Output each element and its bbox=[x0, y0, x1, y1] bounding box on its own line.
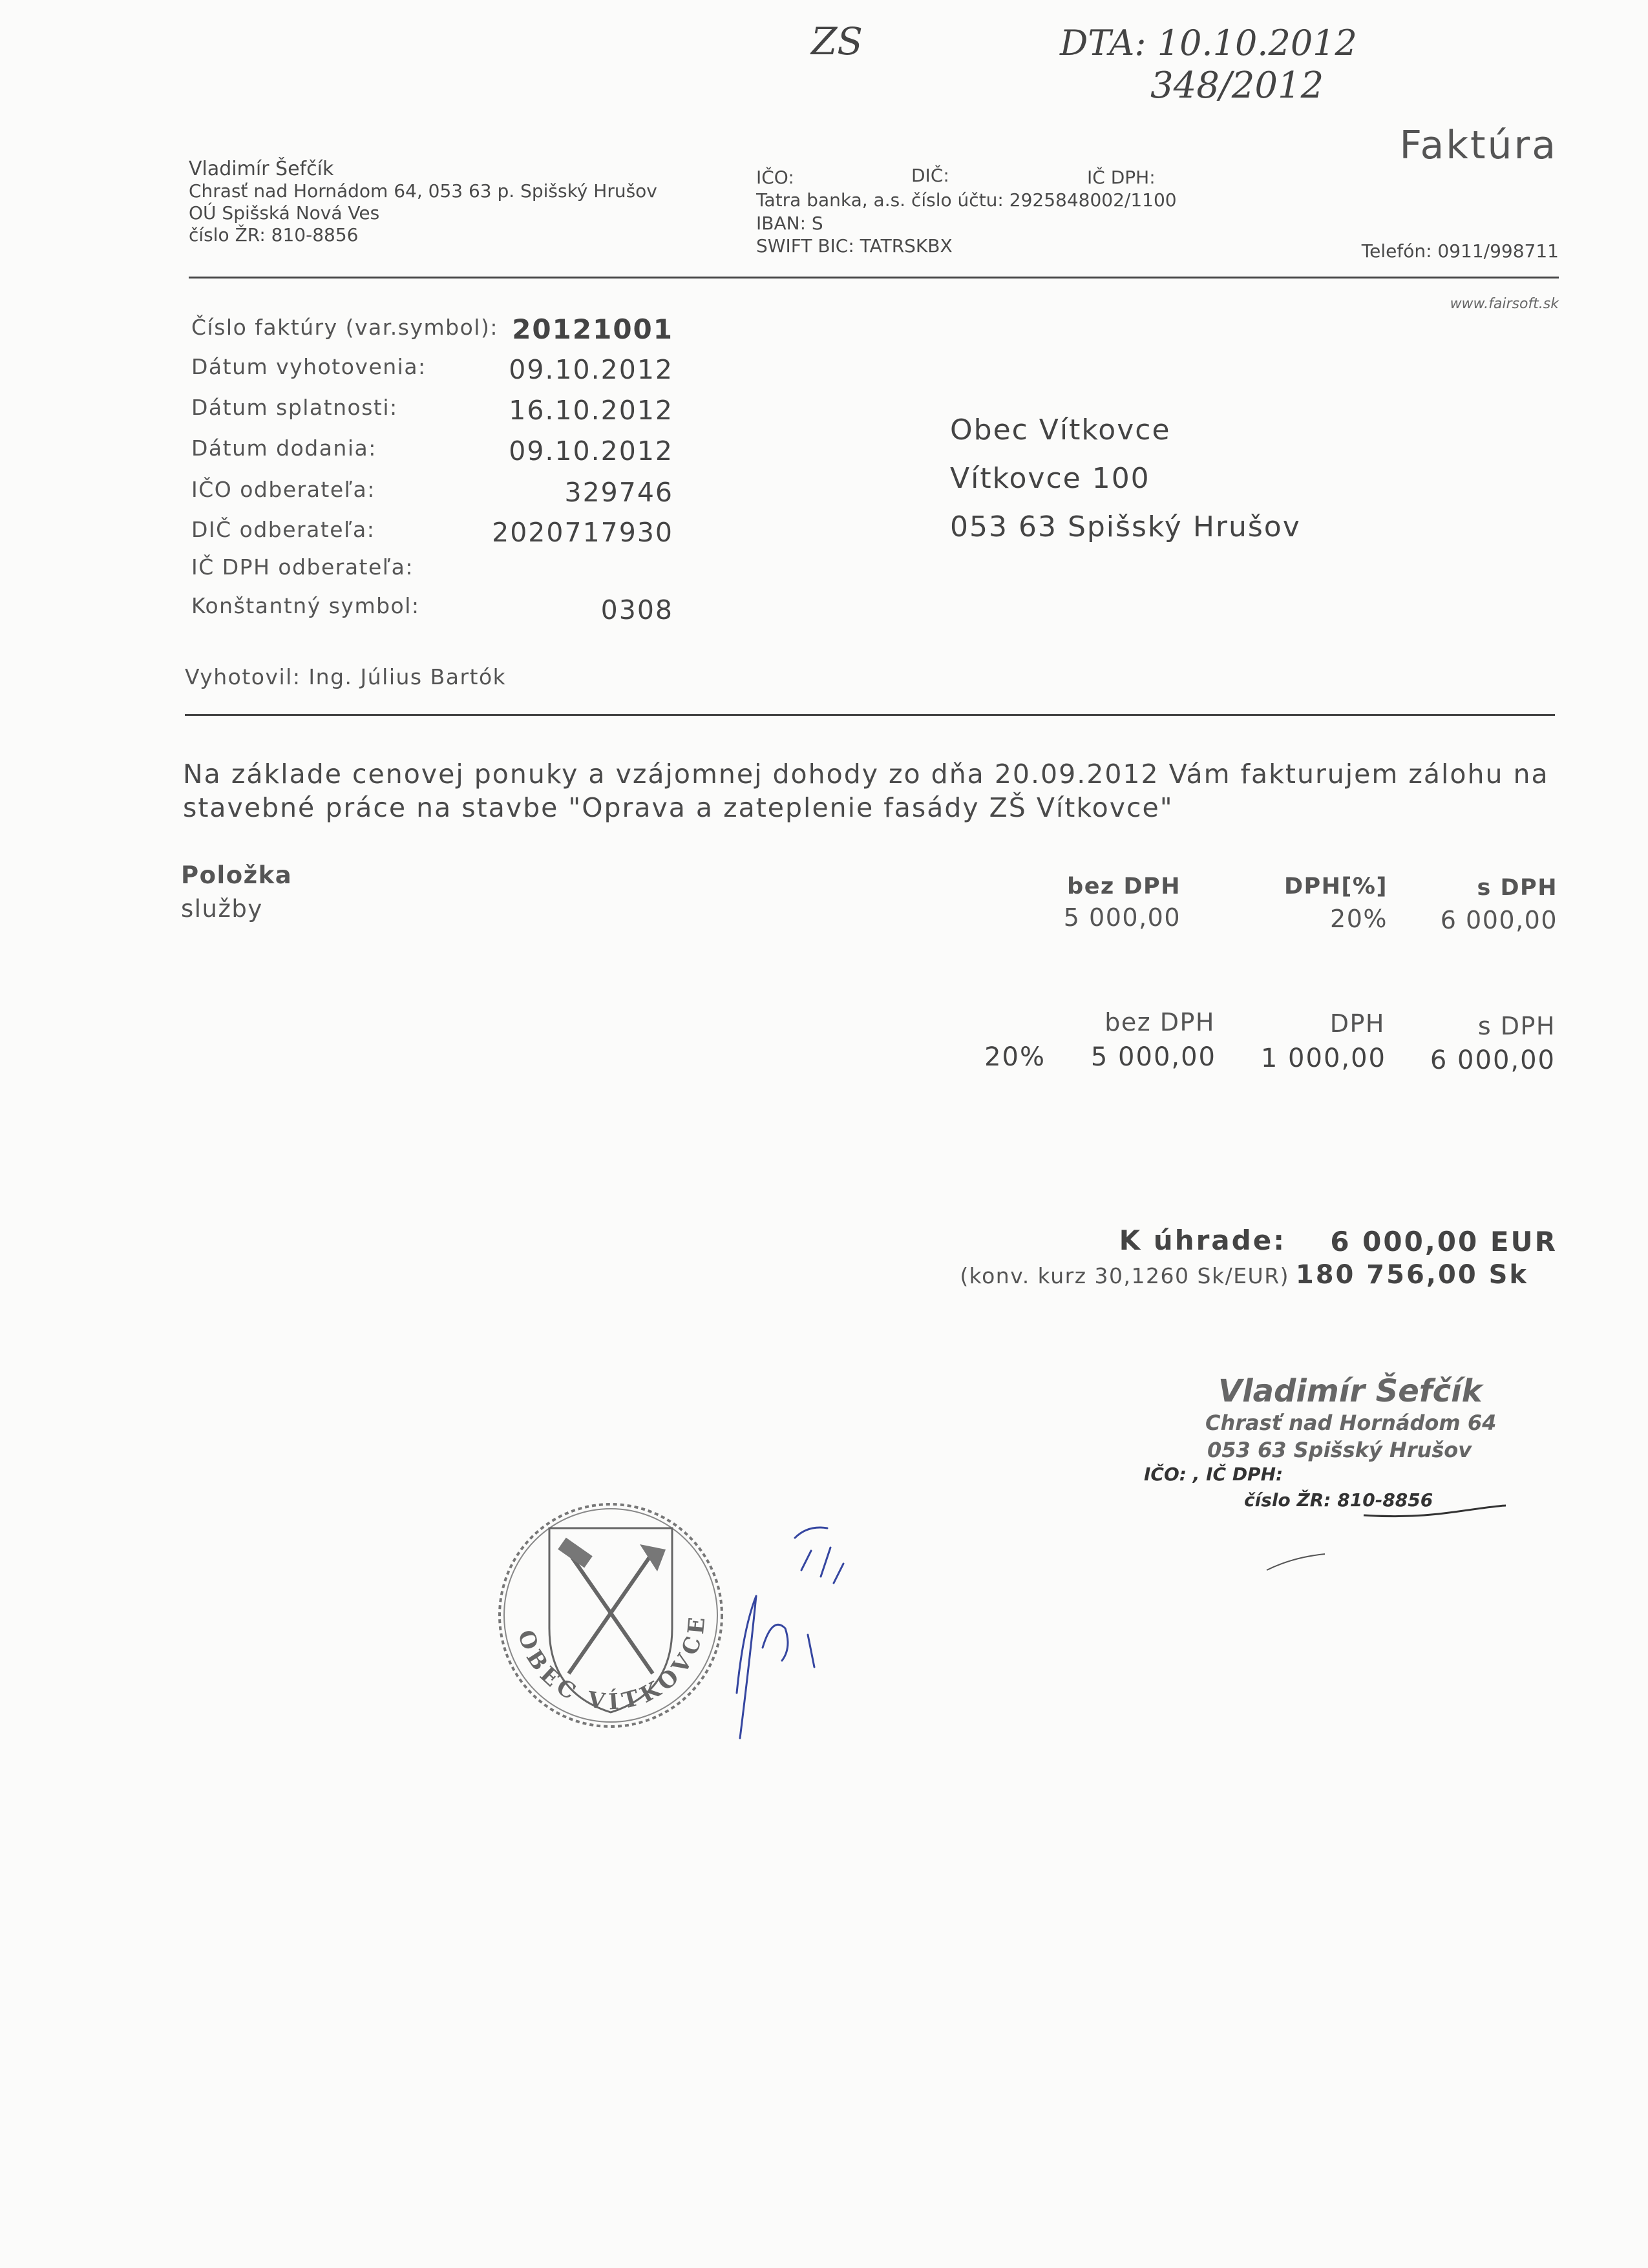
icdph-label: IČ DPH: bbox=[1087, 167, 1156, 188]
vat-summary-header-vat: DPH bbox=[1329, 1009, 1385, 1038]
customer-city: 053 63 Spišský Hrušov bbox=[950, 510, 1301, 543]
stamp-city: 053 63 Spišský Hrušov bbox=[1207, 1438, 1472, 1462]
detail-label: Dátum vyhotovenia: bbox=[191, 354, 427, 379]
handwritten-number-note: 348/2012 bbox=[1150, 65, 1324, 107]
item-name: služby bbox=[181, 895, 263, 923]
vat-summary-net: 5 000,00 bbox=[1090, 1042, 1216, 1072]
phone: Telefón: 0911/998711 bbox=[1361, 240, 1559, 262]
pen-marks bbox=[1260, 1544, 1338, 1577]
detail-value: 09.10.2012 bbox=[509, 354, 673, 385]
bank-account: Tatra banka, a.s. číslo účtu: 2925848002/1100 bbox=[756, 189, 1177, 211]
dic-label: DIČ: bbox=[911, 165, 949, 186]
detail-label: Konštantný symbol: bbox=[191, 593, 420, 618]
customer-street: Vítkovce 100 bbox=[950, 462, 1150, 495]
handwritten-signature bbox=[724, 1499, 918, 1745]
detail-value: 16.10.2012 bbox=[509, 395, 673, 426]
intro-line: stavebné práce na stavbe "Oprava a zateplenie fasády ZŠ Vítkovce" bbox=[183, 792, 1174, 823]
conversion-label: (konv. kurz 30,1260 Sk/EUR) bbox=[960, 1263, 1289, 1288]
detail-label: IČO odberateľa: bbox=[191, 477, 375, 502]
total-amount: 6 000,00 EUR bbox=[1330, 1226, 1558, 1257]
details-divider bbox=[185, 714, 1555, 716]
total-label: K úhrade: bbox=[1119, 1224, 1286, 1256]
seal-text-path: OBEC VÍTKOVCE bbox=[512, 1611, 711, 1716]
detail-label: Číslo faktúry (var.symbol): bbox=[191, 315, 498, 340]
item-net: 5 000,00 bbox=[1063, 903, 1181, 932]
items-header-item: Položka bbox=[181, 861, 293, 889]
item-rate: 20% bbox=[1330, 905, 1388, 933]
detail-value: 329746 bbox=[564, 477, 673, 508]
document-title: Faktúra bbox=[1399, 123, 1558, 168]
vat-summary-gross: 6 000,00 bbox=[1430, 1045, 1556, 1075]
detail-label: Dátum dodania: bbox=[191, 436, 377, 461]
stamp-registry: číslo ŽR: 810-8856 bbox=[1244, 1489, 1433, 1511]
issued-by: Vyhotovil: Ing. Július Bartók bbox=[185, 664, 507, 689]
customer-address bbox=[950, 406, 1301, 551]
stamp-address: Chrasť nad Hornádom 64 bbox=[1205, 1411, 1497, 1435]
detail-value: 20121001 bbox=[512, 313, 673, 345]
vat-summary-header-net: bez DPH bbox=[1104, 1008, 1215, 1036]
vat-summary-rate: 20% bbox=[984, 1042, 1046, 1072]
customer-name: Obec Vítkovce bbox=[950, 414, 1171, 446]
detail-value: 2020717930 bbox=[492, 517, 673, 548]
svg-text:OBEC VÍTKOVCE bbox=[512, 1611, 711, 1715]
supplier-registry: číslo ŽR: 810-8856 bbox=[189, 224, 359, 246]
handwritten-date-note: DTA: 10.10.2012 bbox=[1060, 23, 1357, 63]
detail-value: 09.10.2012 bbox=[509, 436, 673, 467]
header-divider bbox=[189, 277, 1559, 278]
conversion-amount: 180 756,00 Sk bbox=[1295, 1260, 1528, 1290]
detail-label: IČ DPH odberateľa: bbox=[191, 554, 414, 580]
detail-label: DIČ odberateľa: bbox=[191, 517, 375, 542]
stamp-ids: IČO: , IČ DPH: bbox=[1144, 1464, 1284, 1485]
items-header-gross: s DPH bbox=[1477, 875, 1558, 901]
supplier-office: OÚ Spišská Nová Ves bbox=[189, 202, 380, 224]
supplier-address: Chrasť nad Hornádom 64, 053 63 p. Spišský Hrušov bbox=[189, 180, 657, 202]
detail-value: 0308 bbox=[600, 594, 673, 625]
supplier-block bbox=[189, 158, 657, 246]
iban: IBAN: S bbox=[756, 213, 823, 234]
detail-label: Dátum splatnosti: bbox=[191, 395, 398, 420]
vat-summary-header-gross: s DPH bbox=[1477, 1012, 1556, 1040]
stamp-signature-stroke bbox=[1357, 1489, 1512, 1528]
items-header-rate: DPH[%] bbox=[1284, 874, 1388, 899]
website: www.fairsoft.sk bbox=[1450, 296, 1559, 312]
stamp-name: Vladimír Šefčík bbox=[1218, 1373, 1483, 1409]
swift-bic: SWIFT BIC: TATRSKBX bbox=[756, 235, 953, 257]
intro-line: Na základe cenovej ponuky a vzájomnej dohody zo dňa 20.09.2012 Vám fakturujem zálohu na bbox=[183, 759, 1549, 790]
intro-text bbox=[183, 757, 1549, 824]
municipal-seal bbox=[488, 1499, 734, 1732]
vat-summary-vat: 1 000,00 bbox=[1260, 1044, 1386, 1073]
supplier-name: Vladimír Šefčík bbox=[189, 158, 334, 180]
item-gross: 6 000,00 bbox=[1440, 906, 1558, 934]
handwritten-mark: ZS bbox=[811, 19, 863, 63]
seal-text bbox=[512, 1611, 711, 1715]
ico-label: IČO: bbox=[756, 167, 794, 188]
items-header-net: bez DPH bbox=[1067, 874, 1181, 899]
